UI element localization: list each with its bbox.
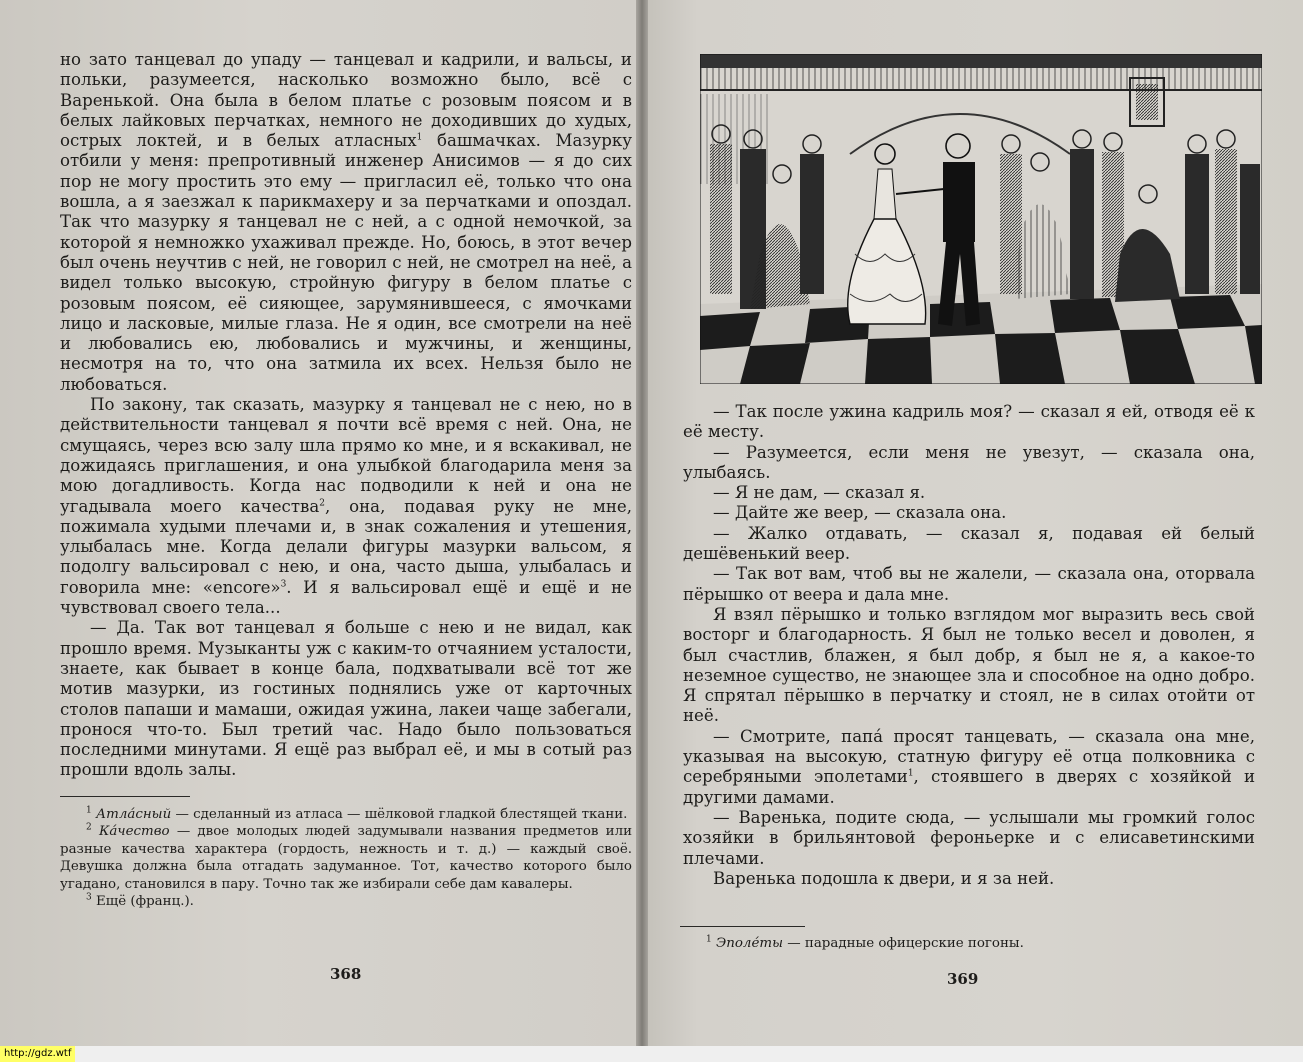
left-footnotes xyxy=(60,806,632,910)
footnote-ref-2: 2 xyxy=(319,498,326,508)
page-number-right: 369 xyxy=(947,970,979,988)
right-paragraph-5: — Жалко отдавать, — сказал я, подавая ей белый дешёвенький веер. xyxy=(683,523,1255,564)
book-gutter xyxy=(636,0,648,1046)
right-paragraph-9: — Варенька, подите сюда, — услышали мы громкий голос хозяйки в брильянтовой фероньерке и с елисаветинскими плечами. xyxy=(683,807,1255,868)
right-footnotes xyxy=(680,935,1260,952)
footnote-1: $^1$ Атла́сный — сделанный из атласа — шёлковой гладкой блестящей ткани. xyxy=(86,805,628,822)
right-paragraph-10: Варенька подошла к двери, и я за ней. xyxy=(713,868,1055,888)
footnote-3: $^3$ Ещё (франц.). xyxy=(86,892,194,910)
right-paragraph-4: — Дайте же веер, — сказала она. xyxy=(713,503,1007,523)
left-paragraph-3: — Да. Так вот танцевал я больше с нею и не видал, как прошло время. Музыканты уж с каким-то отчаянием усталости, знаете, как бывает в конце бала, подхватывали всё тот же мотив мазурки, из гостиных поднялись уже от карточных столов папаши и мамаши, ожидая ужина, лакеи чаще забегали, пронося что-то. Был третий час. Надо было пользоваться последними минутами. Я ещё раз выбрал её, и мы в сотый раз прошли вдоль залы. xyxy=(60,618,632,780)
footnote-2: $^2$ Ка́чество — двое молодых людей задумывали названия предметов или разные качества характера (гордость, нежность и т. д.) — каждый своё. Девушка должна была отгадать задуманное. Тот, качество которого было угадано, становился в пару. Точно так же избирали себе дам кавалеры. xyxy=(60,822,633,892)
footnote-divider xyxy=(60,796,190,797)
right-paragraph-1: — Так после ужина кадриль моя? — сказал я ей, отводя её к её месту. xyxy=(683,402,1255,442)
left-page-body xyxy=(60,50,632,781)
right-paragraph-6: — Так вот вам, чтоб вы не жалели, — сказала она, оторвала пёрышко от веера и дала мне. xyxy=(683,564,1255,604)
left-paragraph-2: По закону, так сказать, мазурку я танцевал не с нею, но в действительности танцевал я почти всё время с ней. Она, не смущаясь, через всю залу шла прямо ко мне, и я вскакивал, не дожидаясь приглашения, и она улыбкой благодарила меня за мою догадливость. Когда нас подводили к ней и она не угадывала моего качества$^2$, она, подавая руку не мне, пожимала худыми плечами и, в знак сожаления и утешения, улыбалась мне. Когда делали фигуры мазурки вальсом, я подолгу вальсировал с нею, и она, часто дыша, улыбалась и говорила мне: «encore»$^3$. И я вальсировал ещё и ещё и не чувствовал своего тела... xyxy=(60,395,632,618)
footnote-ref-epaulettes: 1 xyxy=(907,768,914,779)
footnote-divider-right xyxy=(680,926,805,927)
watermark-url[interactable]: http://gdz.wtf xyxy=(0,1046,75,1062)
footnote-ref-3: 3 xyxy=(280,579,287,590)
footnote-ref-1: 1 xyxy=(416,132,423,143)
right-paragraph-3: — Я не дам, — сказал я. xyxy=(713,483,926,503)
right-page-body xyxy=(683,402,1255,889)
right-paragraph-8: — Смотрите, папа́ просят танцевать, — сказала она мне, указывая на высокую, статную фигуру её отца полковника с серебряными эполетами$^1$, стоявшего в дверях с хозяйкой и другими дамами. xyxy=(683,726,1255,807)
footnote-epaulettes: $^1$ Эполе́ты — парадные офицерские погоны. xyxy=(706,934,1024,951)
left-paragraph-1: но зато танцевал до упаду — танцевал и кадрили, и вальсы, и польки, разумеется, насколько возможно было, всё с Варенькой. Она была в белом платье с розовым поясом и в белых лайковых перчатках, немного не доходивших до худых, острых локтей, и в белых атласных$^1$ башмачках. Мазурку отбили у меня: препротивный инженер Анисимов — я до сих пор не могу простить это ему — пригласил её, только что она вошла, а я заезжал к парикмахеру и за перчатками и опоздал. Так что мазурку я танцевал не с ней, а с одной немочкой, за которой я немножко ухаживал прежде. Но, боюсь, в этот вечер был очень неучтив с ней, не говорил с ней, не смотрел на неё, а видел только высокую, стройную фигуру в белом платье с розовым поясом, её сияющее, зарумянившееся, с ямочками лицо и ласковые, милые глаза. Не я один, все смотрели на неё и любовались ею, любовались и мужчины, и женщины, несмотря на то, что она затмила их всех. Нельзя было не любоваться. xyxy=(60,50,632,394)
right-paragraph-2: — Разумеется, если меня не увезут, — сказала она, улыбаясь. xyxy=(683,442,1255,482)
ballroom-illustration xyxy=(700,54,1262,384)
bottom-strip xyxy=(0,1046,1303,1062)
page-number-left: 368 xyxy=(330,965,362,983)
right-paragraph-7: Я взял пёрышко и только взглядом мог выразить весь свой восторг и благодарность. Я был не только весел и доволен, я был счастлив, блажен, я был добр, я был не я, а какое-то неземное существо, не знающее зла и способное на одно добро. Я спрятал пёрышко в перчатку и стоял, не в силах отойти от неё. xyxy=(683,604,1255,726)
ballroom-drawing xyxy=(700,54,1262,384)
